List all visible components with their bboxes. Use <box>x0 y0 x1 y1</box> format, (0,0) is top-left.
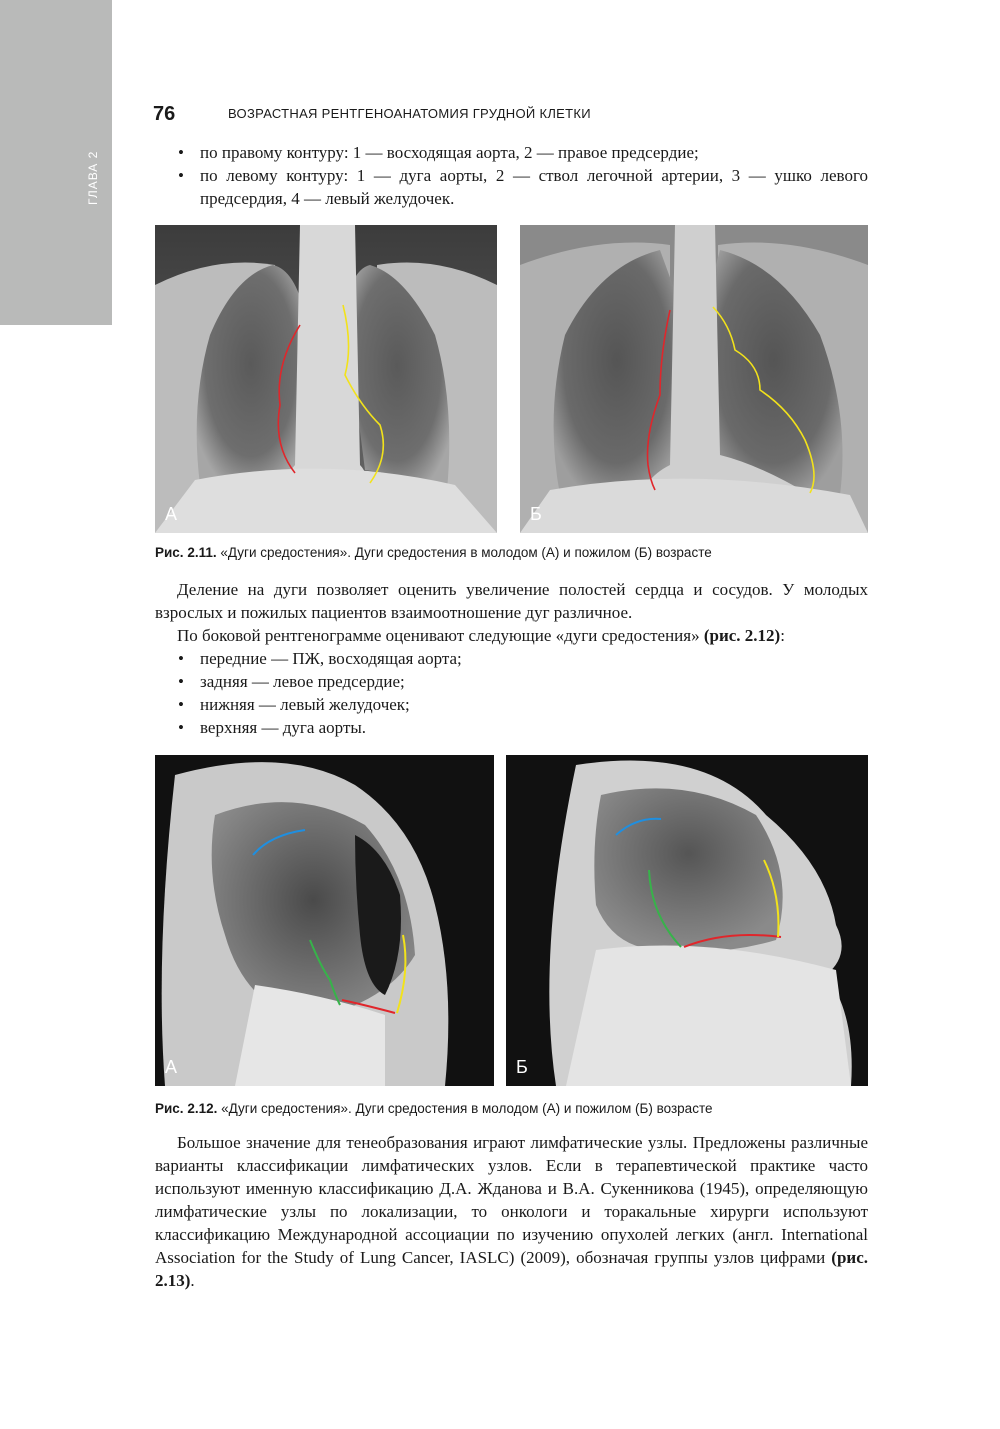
panel-label: А <box>165 1057 178 1077</box>
list-item: • верхняя — дуга аорты. <box>178 716 868 739</box>
figure-2-12-a-xray <box>155 755 494 1086</box>
paragraph <box>155 578 868 624</box>
running-head: ВОЗРАСТНАЯ РЕНТГЕНОАНАТОМИЯ ГРУДНОЙ КЛЕТКИ <box>228 106 591 121</box>
lateral-bullet-list <box>178 647 868 739</box>
paragraph-tail: : <box>780 626 785 645</box>
page-number: 76 <box>153 103 176 125</box>
top-bullet-list <box>178 141 868 210</box>
paragraph-tail: . <box>190 1271 195 1290</box>
panel-label: Б <box>516 1057 528 1077</box>
paragraph-text: Большое значение для тенеобразования играют лимфатические узлы. Предложены различные варианты классификации лимфатических узлов. Если в терапевтической практике часто используют именную классификацию Д.А. Жданова и В.А. Сукенникова (1945), определяющую лимфатические узлы по локализации, то онкологи и торакальные хирурги используют классификацию Международной ассоциации по изучению опухолей легких (англ. International Association for the Study of Lung Cancer, IASLC) (2009), обозначая группы узлов цифрами <box>155 1133 868 1267</box>
figure-2-11-caption <box>155 545 712 560</box>
list-item: • нижняя — левый желудочек; <box>178 693 868 716</box>
paragraph <box>155 1131 868 1292</box>
figure-ref: (рис. 2.12) <box>703 626 781 645</box>
list-item: • по левому контуру: 1 — дуга аорты, 2 — ствол легочной артерии, 3 — ушко левого предсердия, 4 — левый желудочек. <box>178 164 868 210</box>
chapter-label: ГЛАВА 2 <box>86 150 100 206</box>
paragraph <box>155 624 868 647</box>
caption-ref: Рис. 2.12. <box>155 1101 218 1116</box>
figure-ref: (рис. 2.13) <box>155 1248 868 1290</box>
list-item: • по правому контуру: 1 — восходящая аорта, 2 — правое предсердие; <box>178 141 868 164</box>
figure-2-12-caption <box>155 1101 712 1116</box>
caption-ref: Рис. 2.11. <box>155 545 217 560</box>
panel-label: А <box>165 504 178 524</box>
caption-text: «Дуги средостения». Дуги средостения в молодом (А) и пожилом (Б) возрасте <box>221 1101 713 1116</box>
list-item: • передние — ПЖ, восходящая аорта; <box>178 647 868 670</box>
paragraph-text: Деление на дуги позволяет оценить увеличение полостей сердца и сосудов. У молодых взрослых и пожилых пациентов взаимоотношение дуг различное. <box>155 580 868 622</box>
figure-2-11-a-xray <box>155 225 497 533</box>
paragraph-text: По боковой рентгенограмме оценивают следующие «дуги средостения» <box>177 626 704 645</box>
panel-label: Б <box>530 504 542 524</box>
list-item: • задняя — левое предсердие; <box>178 670 868 693</box>
caption-text: «Дуги средостения». Дуги средостения в молодом (А) и пожилом (Б) возрасте <box>220 545 712 560</box>
figure-2-11-b-xray <box>520 225 868 533</box>
figure-2-12-b-xray <box>506 755 868 1086</box>
